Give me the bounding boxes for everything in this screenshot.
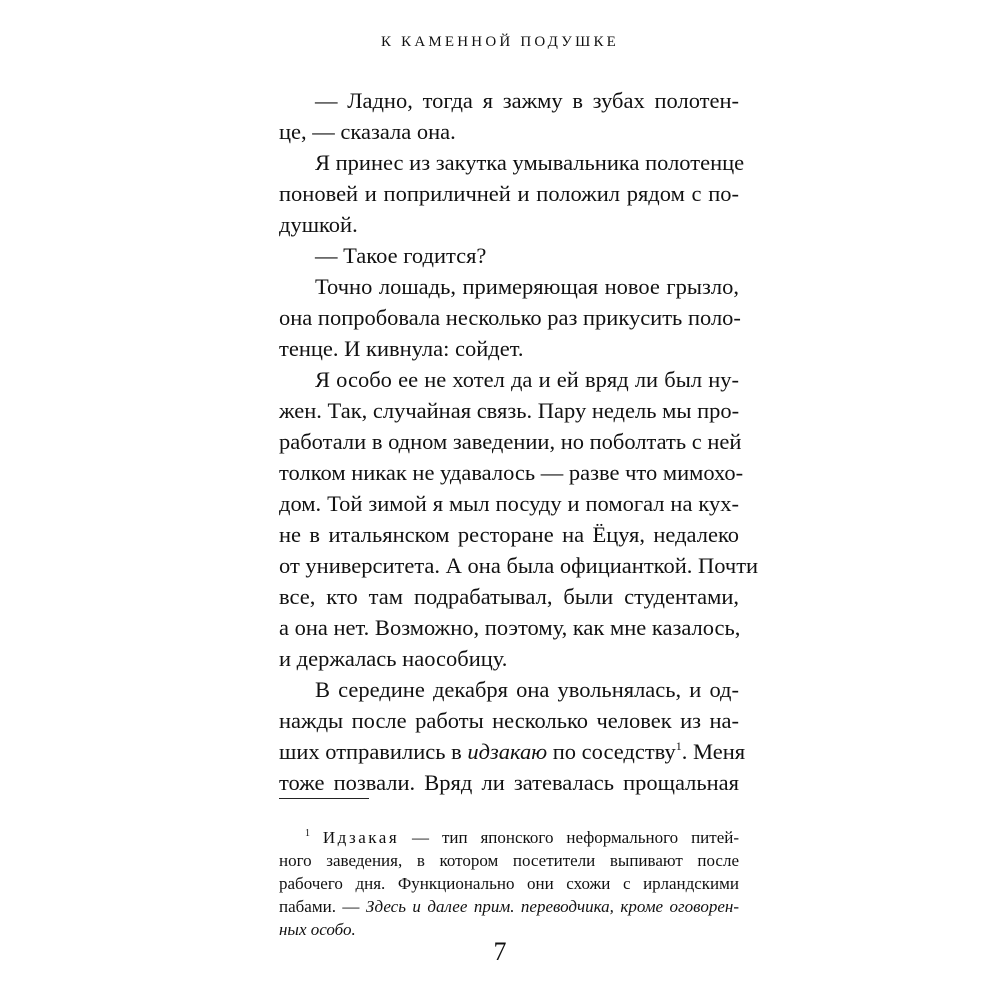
footnote-divider xyxy=(279,798,369,799)
body-line: толком никак не удавалось — разве что мимохо- xyxy=(279,460,744,485)
body-line: работали в одном заведении, но поболтать с ней xyxy=(279,429,742,454)
footnote-line xyxy=(279,895,739,918)
footnote-line: рабочего дня. Функционально они схожи с ирландскими xyxy=(279,874,739,893)
body-line: В середине декабря она увольнялась, и од- xyxy=(315,677,739,702)
footnote-reference[interactable]: 1 xyxy=(675,739,682,753)
text-segment: по соседству xyxy=(547,739,676,764)
body-line: душкой. xyxy=(279,212,358,237)
footnote-line: ного заведения, в котором посетители выпивают после xyxy=(279,851,739,870)
text-segment: пабами. — xyxy=(279,897,366,916)
italic-note: ных особо. xyxy=(279,920,356,939)
body-line: а она нет. Возможно, поэтому, как мне казалось, xyxy=(279,615,741,640)
body-line: дом. Той зимой я мыл посуду и помогал на кух- xyxy=(279,491,739,516)
body-line: тенце. И кивнула: сойдет. xyxy=(279,336,524,361)
text-segment: ших отправились в xyxy=(279,739,468,764)
body-line: жен. Так, случайная связь. Пару недель мы про- xyxy=(279,398,740,423)
italic-term: идзакаю xyxy=(467,739,548,764)
body-line: не в итальянском ресторане на Ёцуя, недалеко xyxy=(279,522,739,547)
body-line: от университета. А она была официанткой. Почти xyxy=(279,553,759,578)
body-line: тоже позвали. Вряд ли затевалась прощальная xyxy=(279,770,739,795)
body-line: Точно лошадь, примеряющая новое грызло, xyxy=(315,274,739,299)
body-line: и держалась наособицу. xyxy=(279,646,508,671)
footnote-term: Идзакая xyxy=(322,828,400,847)
footnote-line xyxy=(305,826,739,849)
body-line: — Такое годится? xyxy=(315,243,487,268)
body-line: Я особо ее не хотел да и ей вряд ли был ну- xyxy=(315,367,739,392)
body-line: все, кто там подрабатывал, были студентами, xyxy=(279,584,739,609)
body-line: — Ладно, тогда я зажму в зубах полотен- xyxy=(315,88,739,113)
running-head: К КАМЕННОЙ ПОДУШКЕ xyxy=(380,34,620,50)
italic-note: Здесь и далее прим. переводчика, кроме оговорен- xyxy=(365,897,739,916)
body-line: она попробовала несколько раз прикусить поло- xyxy=(279,305,741,330)
text-segment: . Меня xyxy=(681,739,746,764)
body-line: це, — сказала она. xyxy=(279,119,456,144)
footnote-marker: 1 xyxy=(305,828,310,839)
text-segment: — тип японского неформального питей- xyxy=(399,828,739,847)
body-line: поновей и поприличней и положил рядом с по- xyxy=(279,181,739,206)
body-line: Я принес из закутка умывальника полотенце xyxy=(315,150,745,175)
page-number: 7 xyxy=(493,937,507,966)
body-line: нажды после работы несколько человек из на- xyxy=(279,708,739,733)
body-line-with-footnote-ref xyxy=(279,736,746,767)
